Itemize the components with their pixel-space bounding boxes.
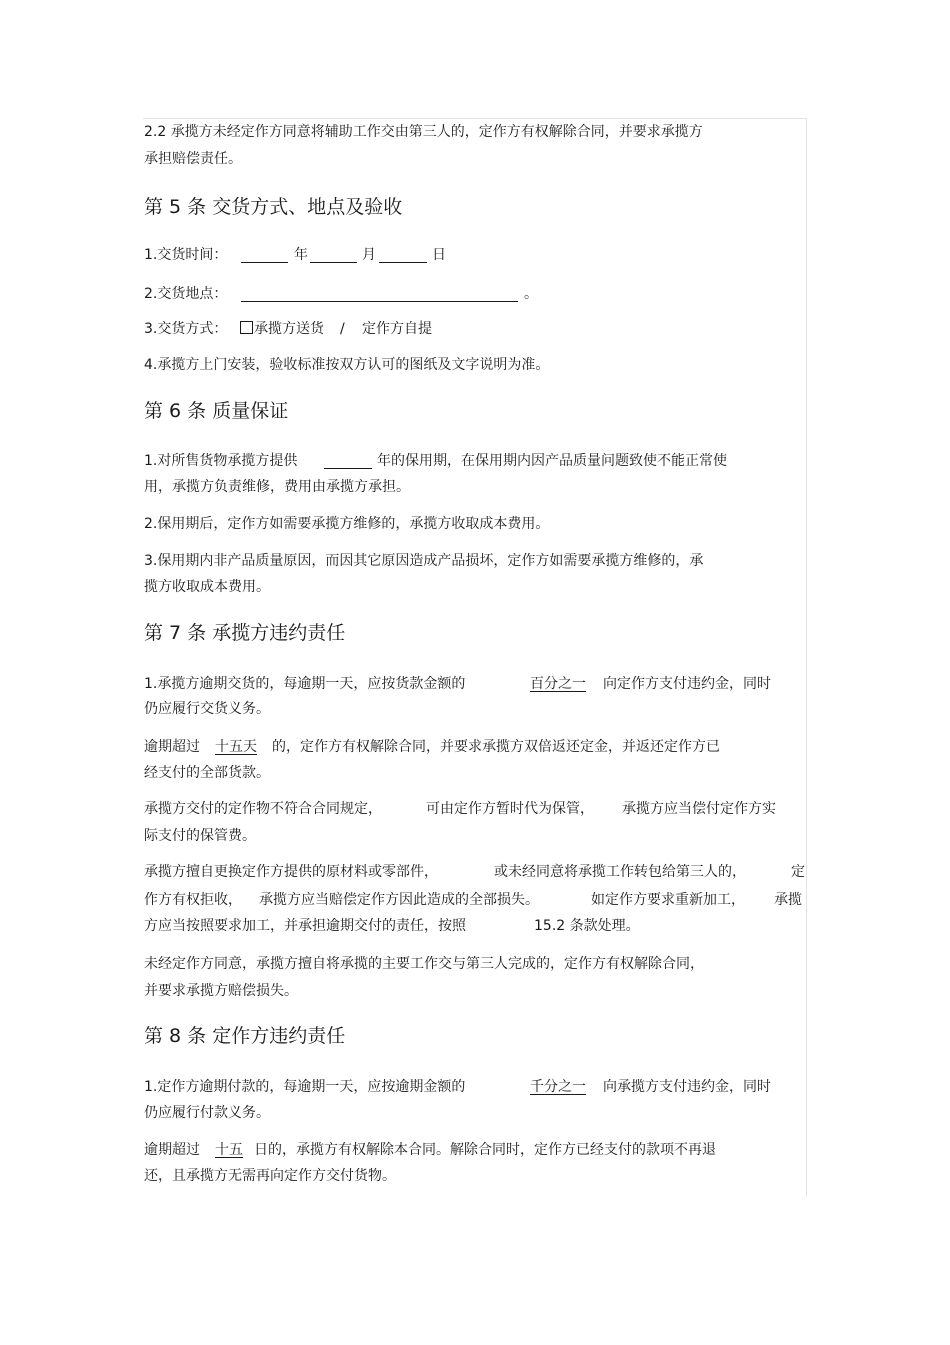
overdue-days-limit: 十五天 [215,739,257,755]
section-6-heading: 第 6 条 质量保证 [144,400,289,422]
clause-7-5-line2: 并要求承揽方赔偿损失。 [144,983,298,999]
clause-7-1-part2: 向定作方支付违约金，同时 [603,676,771,692]
clause-2-2-line2: 承担赔偿责任。 [144,151,242,167]
clause-8-2-line2: 还，且承揽方无需再向定作方交付货物。 [144,1168,396,1184]
late-delivery-rate: 百分之一 [530,676,586,692]
delivery-option-separator: / [340,321,345,337]
clause-6-1-line2: 用，承揽方负责维修，费用由承揽方承担。 [144,479,410,495]
delivery-place-label: 2.交货地点： [144,286,228,302]
delivery-option-seller[interactable] [240,321,324,337]
clause-7-3-part2: 可由定作方暂时代为保管， [426,801,594,817]
delivery-time-row [144,247,227,263]
clause-7-4-line3-part1: 方应当按照要求加工，并承担逾期交付的责任，按照 [144,918,466,934]
clause-8-2-part1: 逾期超过 [144,1142,200,1158]
clause-7-1-line2: 仍应履行交货义务。 [144,701,270,717]
month-label: 月 [362,247,376,263]
clause-7-3-part3: 承揽方应当偿付定作方实 [622,801,776,817]
clause-5-4: 4.承揽方上门安装，验收标准按双方认可的图纸及文字说明为准。 [144,357,550,373]
section-5-heading: 第 5 条 交货方式、地点及验收 [144,196,403,218]
delivery-day-blank[interactable] [379,248,427,263]
clause-7-3-part1: 承揽方交付的定作物不符合合同规定， [144,801,382,817]
clause-8-1-line2: 仍应履行付款义务。 [144,1105,270,1121]
delivery-year-blank[interactable] [241,248,288,263]
clause-7-4-part2: 或未经同意将承揽工作转包给第三人的， [494,864,746,880]
clause-7-4-line2-part1: 作方有权拒收， [144,892,242,908]
clause-7-4-line3-part2: 15.2 条款处理。 [534,918,640,934]
delivery-place-blank[interactable] [241,287,518,302]
clause-7-4-line2-part2: 承揽方应当赔偿定作方因此造成的全部损失。 [259,892,539,908]
clause-7-2-part1: 逾期超过 [144,739,200,755]
year-label: 年 [294,247,308,263]
clause-7-3-line2: 际支付的保管费。 [144,828,256,844]
clause-7-5-line1: 未经定作方同意，承揽方擅自将承揽的主要工作交与第三人完成的，定作方有权解除合同， [144,956,704,972]
clause-7-4-line2-part4: 承揽 [774,892,802,908]
late-payment-rate: 千分之一 [530,1079,586,1095]
clause-7-4-part1: 承揽方擅自更换定作方提供的原材料或零部件， [144,864,438,880]
clause-7-1-part1: 1.承揽方逾期交货的，每逾期一天，应按货款金额的 [144,676,466,692]
clause-7-4-line2-part3: 如定作方要求重新加工， [591,892,745,908]
clause-6-3-line1: 3.保用期内非产品质量原因，而因其它原因造成产品损坏，定作方如需要承揽方维修的，承 [144,553,704,569]
checkbox-icon[interactable] [240,321,253,334]
clause-6-3-line2: 揽方收取成本费用。 [144,579,270,595]
day-label: 日 [432,247,446,263]
clause-7-2-part2: 的，定作方有权解除合同，并要求承揽方双倍返还定金，并返还定作方已 [272,739,720,755]
clause-8-1-part2: 向承揽方支付违约金，同时 [603,1079,771,1095]
clause-8-2-part2: 日的，承揽方有权解除本合同。解除合同时，定作方已经支付的款项不再退 [254,1142,716,1158]
warranty-years-blank[interactable] [324,454,372,469]
clause-8-1-part1: 1.定作方逾期付款的，每逾期一天，应按逾期金额的 [144,1079,466,1095]
delivery-place-end: 。 [524,286,538,302]
clause-2-2-line1: 2.2 承揽方未经定作方同意将辅助工作交由第三人的，定作方有权解除合同，并要求承揽方 [144,124,703,140]
clause-7-2-line2: 经支付的全部货款。 [144,765,270,781]
clause-6-1-part2: 年的保用期，在保用期内因产品质量问题致使不能正常使 [377,453,727,469]
payment-overdue-days-limit: 十五 [215,1142,243,1158]
delivery-month-blank[interactable] [310,248,357,263]
section-8-heading: 第 8 条 定作方违约责任 [144,1025,346,1047]
clause-6-1-part1: 1.对所售货物承揽方提供 [144,453,298,469]
delivery-method-label: 3.交货方式： [144,321,228,337]
delivery-option-seller-label: 承揽方送货 [254,321,324,337]
delivery-time-label: 1.交货时间： [144,247,228,263]
delivery-option-buyer-label: 定作方自提 [362,321,432,337]
clause-7-4-part3: 定 [791,864,805,880]
clause-6-2: 2.保用期后，定作方如需要承揽方维修的，承揽方收取成本费用。 [144,516,550,532]
section-7-heading: 第 7 条 承揽方违约责任 [144,622,346,644]
